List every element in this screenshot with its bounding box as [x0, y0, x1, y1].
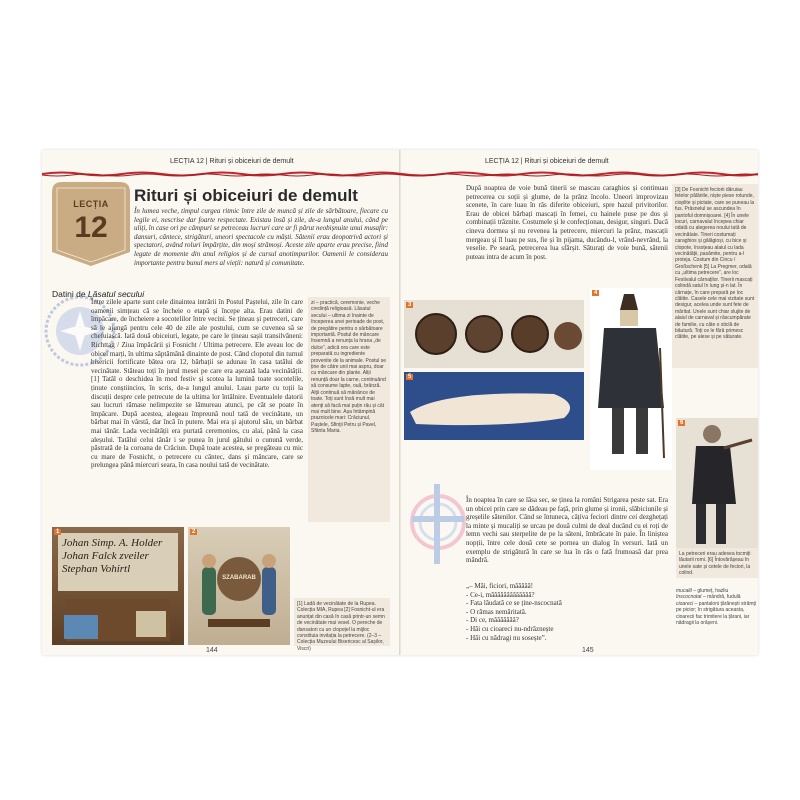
lesson-intro: În lumea veche, timpul curgea ritmic între zile de muncă și zile de sărbătoare, fiecare cu legile ei, nescrise dar foarte respectate. Existau însă și zile, de-a lungul anului, când pe uliți, în case ori pe câmpuri se petreceau lucruri care ar fi părut neobișnuite unui musafir: dansuri, cântece, strigături, uneori spectacole cu măști. Sătenii erau deopotrivă actori și spectatori, având roluri împărțite, din moși strămoși. Aceste zile aparte erau precise, fiind legate de momente din anul religios și de cursul anotimpurilor. Oamenii le considerau importante pentru bunul mers al vieții: natură și comunitate. — [134, 207, 388, 267]
dialogue-line: „– Măi, ficiori, măăăăă! — [466, 582, 534, 590]
left-body-text: Între zilele aparte sunt cele dinaintea intrării în Postul Paștelui, zile în care oamenii simțeau că se încheie o etapă și începe alta. Erau datini de împăcare, de încheiere a socotelilor între vecini. Se țineau și petreceri, care să le ajungă pentru cele 40 de zile ale postului, cum se cuvenea să se chefuiască. Iată două obiceiuri, legate, pe care le țineau sașii transilvăneni: Richttag / Ziua împăcării și Fosnicht / Ultima petrecere. Ele aveau loc de obicei marți, în ultima săptămână dinainte de post. Când clopotul din turnul bisericii fortificate bătea ora 12, bărbații se adunau în casa tatălui de vecinătate. Stăteau toți în jurul mesei pe care era așezată lada vecinătății. [1] Tatăl o deschidea în mod festiv și scotea la lumină toate socotelile, ținute conștiincios, în scris, de-a lungul anului. Luau parte cu toții la discuții despre cele petrecute de la ultima lor întâlnire. Eventualele datorii sau lucruri rămase nelimpezite se lămureau atunci, pe cât se poate în împăcare. După acestea, alegeau împreună noul tată de vecinătate, un bărbat mai în vârstă, dar încă în putere. Mai era și ajutorul său, un bărbat mai tânăr. Lada vecinătății era purtată ceremonios, cu alai, până la casa aleșului. Tatălui celui tânăr i se punea în jurul gâtului o cunună verde, păstrată de la coroana de Crăciun. După toate acestea, se pregăteau cu mic cu mare de Fosnicht, o petrecere cu cântec, dans și mâncare, care se prelungea până miercuri seara, în casa noului tată de vecinătate. — [91, 298, 303, 470]
chest-inscription: Johan Simp. A. Holder Johan Falck zveiler Stephan Vohirtl — [62, 537, 163, 575]
dialogue-line: - Fata lăudată ce se ține-nscocnată — [466, 599, 562, 608]
left-photo-caption: [1] Ladă de vecinătate de la Rupea. Colecția MIA, Rupea [2] Fosnicht-ul era anunțat din casă în casă printr-un semn de vecinătate mai vesel. O pereche de dansatori cu un clopoțel la mijloc constituia invitația la petrecere. (2–3 – Colecția Muzeului Bisericesc al Sașilor, Viscri) — [294, 598, 390, 646]
running-header-right: LECȚIA 12 | Rituri și obiceiuri de demult — [485, 158, 609, 165]
glossary-box — [676, 588, 758, 626]
photo-violinist — [676, 418, 758, 548]
photo-prasnele — [404, 300, 584, 368]
photo-number-1: 1 — [56, 529, 60, 535]
glossary-definition: – glumeț, hazliu — [691, 588, 729, 594]
dialogue-line: - Ce-i, măăăăăăăăăăăăă? — [466, 590, 535, 599]
lesson-badge-number: 12 — [74, 211, 108, 244]
page-number-right: 145 — [582, 647, 594, 654]
dialogue-line: - Hăi cu nădragi nu sosește”. — [466, 633, 547, 642]
right-body-text-1: După noaptea de voie bună tinerii se mascau caraghios și continuau petrecerea cu soții și glume, de la prânz încolo. Uneori improvizau scenete, în care luau în râs diferite obiceiuri, spre hazul privitorilor. Erau de obicei bărbați mascați în femei, cu hainele puse pe dos și combinații trăznite. Costumele și le confecționau, desigur, singuri. Dacă cineva dormea și nu revenea la petrecere, miercuri la prânz, mascații mergeau și îl luau pe sus, fie și în pijama, ducându-l, vrând-nevrând, la veselie. Pe seară, petrecerea lua sfârșit. Săturați de voie bună, sătenii puteau intra de acum în post. — [466, 184, 668, 261]
prasnele-illustration — [404, 300, 584, 368]
section-heading-prefix: Datini de — [52, 289, 88, 299]
violinist-illustration — [676, 418, 758, 548]
dialogue-line: - Di ce, măăăăăăă? — [466, 616, 519, 625]
dialogue-line: - O rămas nemăritată. — [466, 607, 527, 616]
red-thread-ornament — [42, 170, 758, 178]
right-body-text-2: În noaptea în care se lăsa sec, se ținea la români Strigarea peste sat. Era un obicei prin care se dădeau pe față, prin glume și ironii, slăbiciunile și greșelile sătenilor. Când se întuneca, câțiva feciori dintre cei dezghețați la minte și mucaliți se urcau pe două culmi de deal ducând cu ei roți de lemn vechi sau sterpelite de pe la săteni, îmbrăcate în paie. În liniștea nopții, între cele două cete se pornea un dialog în versuri. Iată un exemplu de strigătură în care se lua în râs o fată frumoasă dar prea mândră. — [466, 496, 668, 565]
clatite-illustration — [404, 372, 584, 440]
lesson-badge-label: LECȚIA — [73, 199, 109, 209]
section-heading-italic: Lăsatul secului — [87, 289, 145, 299]
fosnicht-sign-illustration — [188, 527, 290, 645]
photo-number-4: 4 — [594, 290, 598, 296]
glossary-word: mucalit — [676, 588, 692, 594]
page-number-left: 144 — [206, 647, 218, 654]
lesson-title: Rituri și obiceiuri de demult — [134, 186, 358, 205]
glossary-definition: – mândră, fudulă — [701, 594, 741, 601]
right-side-note-2: La petreceri erau adesea tocmiți lăutarii romi. [6] Întovărășeau în unele sate și cetele de feciori, la colind. — [676, 548, 758, 578]
strigatura-dialogue — [466, 582, 666, 642]
sign-text: SZABARAB — [222, 575, 256, 581]
glossary-entry — [676, 601, 758, 627]
photo-number-5: 5 — [408, 374, 412, 380]
photo-number-6: 6 — [680, 420, 684, 426]
glossary-word: cioareci — [676, 600, 694, 607]
photo-carnival-costume — [590, 288, 672, 470]
running-header-left: LECȚIA 12 | Rituri și obiceiuri de demult — [170, 158, 294, 165]
costume-illustration — [590, 288, 672, 470]
photo-clatite — [404, 372, 584, 440]
glossary-word: înscocnotat — [676, 594, 702, 601]
decorative-cross-icon — [404, 478, 468, 570]
photo-vecinatate-chest — [52, 527, 184, 645]
photo-number-2: 2 — [192, 529, 196, 535]
dialogue-line: - Hăi cu cioareci nu-ndrăznește — [466, 624, 554, 633]
right-side-note-1: [3] De Fosnicht feciorii dăruiau fetelor pălăriile, niște piese rotunde, cioplite și pictate, care se puneau la fus. Prâsnelul se ascundea în pantoful domnișoarei. [4] În unele locuri, carnavalul începea chiar odată cu alegerea noului tată de vecinătate. Tineri costumați caraghios și gălăgioși, cu bice și clopote, însoțeau alaiul cu lada vecinătății, pasămite, pentru a-l proteja. Costum din Cincu / Großschenk [5] La Pregmer, odată cu „ultima petrecere”, are loc Festivalul cârnaților. Tinerii mascați colindă satul în lung și-n lat. În cârnațe, în care prepară pe loc clătite. Casele cele mai vizitate sunt desigur, acelea unde sunt fete de măritat. Unele sunt chiar slujite de alaiul de carnaval și răscumpărate de familie, cu câte o sticlă de băutură. Toți ce le fărâ primesc clătite, pe alese și pe săturate. — [672, 184, 758, 368]
glossary-definition: – pantaloni țărănești strâmți pe picior; în strigătura aceasta, cioarecii fac trimitere la țărani, iar nădragii la orășeni. — [676, 600, 757, 627]
photo-fosnicht-sign — [188, 527, 290, 645]
book-gutter — [399, 150, 401, 655]
left-side-note: zi – practică, ceremonie, veche credință religioasă. Lăsatul secului – ultima zi înainte de începerea unei perioade de post, de pregătire pentru o sărbătoare importantă. Postul de mâncare însemnă a renunța la hrana „de dulce”, adică ora care este preparată cu ingrediente provenite de la animale. Postul se ține de către unii mai aspru, doar cu mâncare din plante. Alții renunță doar la carne, continuând să consume lapte, ouă, brânză. Alții continuă să mănânce de toate. Toți sunt însă mult mai atenți să facă mai puțin rău și cât mai mult bine. Așa întâmpină praznicele mari: Crăciunul, Paștele, Sfinții Petru și Pavel, Sfânta Maria. — [308, 297, 390, 522]
photo-number-3: 3 — [408, 302, 412, 308]
